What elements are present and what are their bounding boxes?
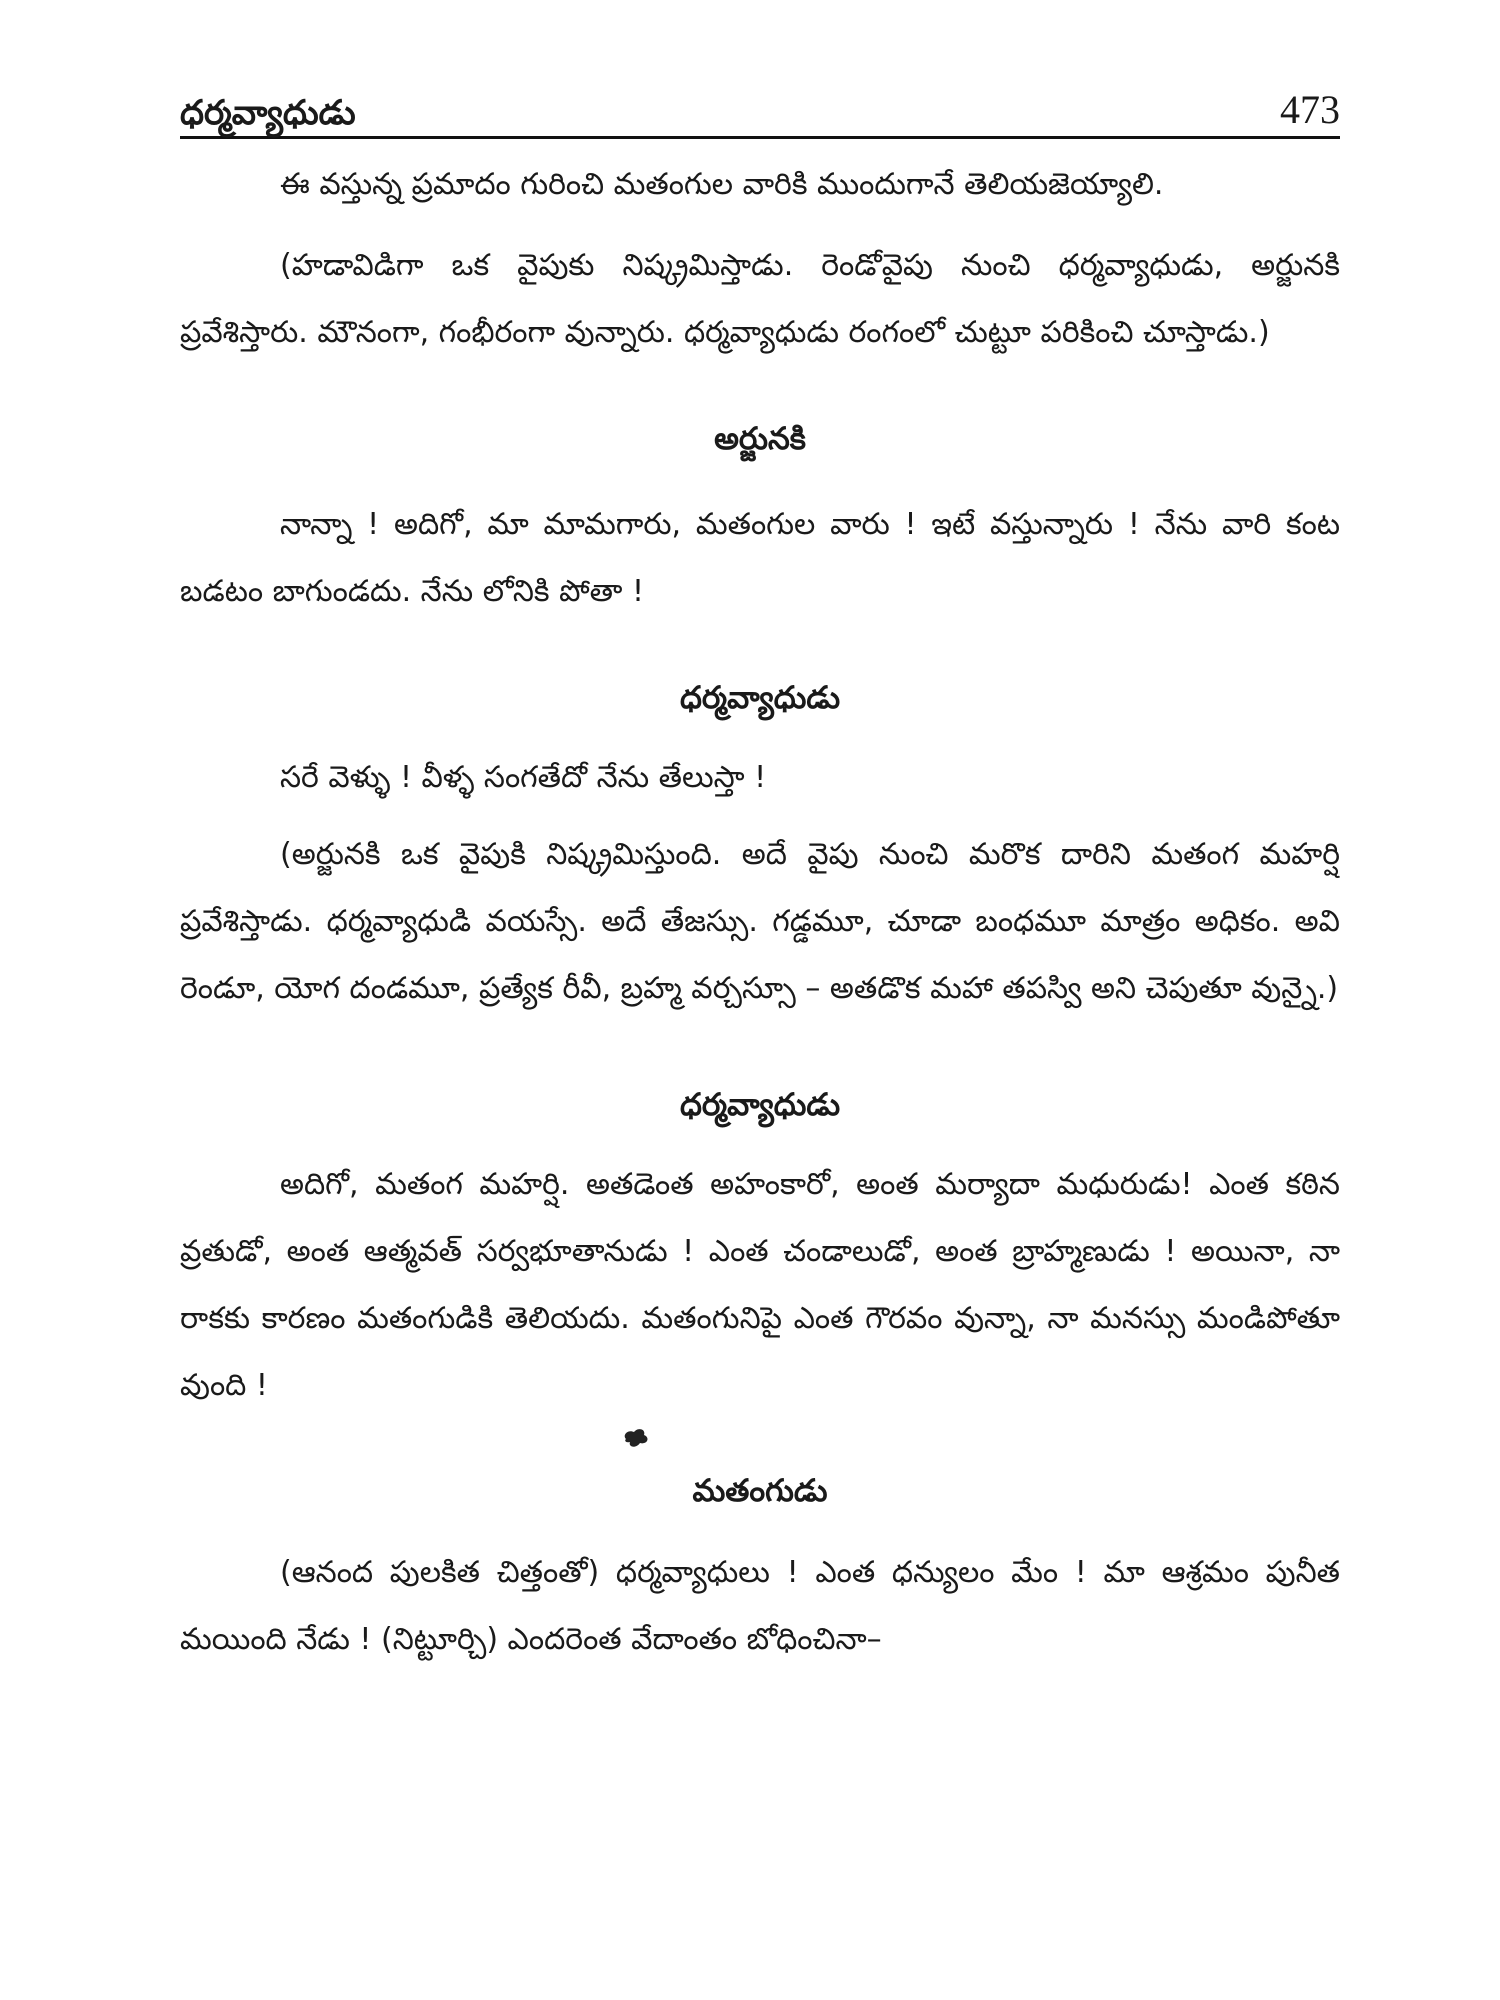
speaker-heading: అర్జునకి [714,421,806,457]
stage-direction: (అర్జునకి ఒక వైపుకి నిష్క్రమిస్తుంది. అదే వైపు నుంచి మరొక దారిని మతంగ మహర్షి ప్రవేశిస్తాడు. ధర్మవ్యాధుడి వయస్సే. అదే తేజస్సు. గడ్డమూ, చూడా బంధమూ మాత్రం అధికం. అవి రెండూ, యోగ దండమూ, ప్రత్యేక రీవీ, బ్రహ్మ వర్చస్సూ – అతడొక మహా తపస్వి అని చెపుతూ వున్నై.) [180,837,1340,1006]
page-header [180,75,1340,139]
dialogue: నాన్నా ! అదిగో, మా మామగారు, మతంగుల వారు ! ఇటే వస్తున్నారు ! నేను వారి కంట బడటం బాగుండదు. నేను లోనికి పోతా ! [180,507,1340,609]
paragraph: ఈ వస్తున్న ప్రమాదం గురించి మతంగుల వారికి ముందుగానే తెలియజెయ్యాలి. [280,167,1164,202]
dialogue: సరే వెళ్ళు ! వీళ్ళ సంగతేదో నేను తేలుస్తా ! [280,760,767,795]
ink-blot-mark [620,1425,1340,1458]
speaker-heading: ధర్మవ్యాధుడు [679,1087,841,1123]
book-page [180,75,1340,1673]
blot-icon [620,1425,654,1451]
dialogue: (ఆనంద పులకిత చిత్తంతో) ధర్మవ్యాధులు ! ఎంత ధన్యులం మేం ! మా ఆశ్రమం పునీత మయింది నేడు ! (నిట్టూర్చి) ఎందరెంత వేదాంతం బోధించినా– [180,1555,1340,1657]
speaker-heading: ధర్మవ్యాధుడు [679,680,841,716]
speaker-heading: మతంగుడు [692,1473,828,1509]
running-title: ధర్మవ్యాధుడు [180,93,356,133]
stage-direction: (హడావిడిగా ఒక వైపుకు నిష్క్రమిస్తాడు. రెండోవైపు నుంచి ధర్మవ్యాధుడు, అర్జునకి ప్రవేశిస్తారు. మౌనంగా, గంభీరంగా వున్నారు. ధర్మవ్యాధుడు రంగంలో చుట్టూ పరికించి చూస్తాడు.) [180,248,1340,350]
dialogue: అదిగో, మతంగ మహర్షి. అతడెంత అహంకారో, అంత మర్యాదా మధురుడు! ఎంత కఠిన వ్రతుడో, అంత ఆత్మవత్ సర్వభూతానుడు ! ఎంత చండాలుడో, అంత బ్రాహ్మణుడు ! అయినా, నా రాకకు కారణం మతంగుడికి తెలియదు. మతంగునిపై ఎంత గౌరవం వున్నా, నా మనస్సు మండిపోతూ వుంది ! [180,1167,1340,1403]
page-number: 473 [1280,87,1340,132]
